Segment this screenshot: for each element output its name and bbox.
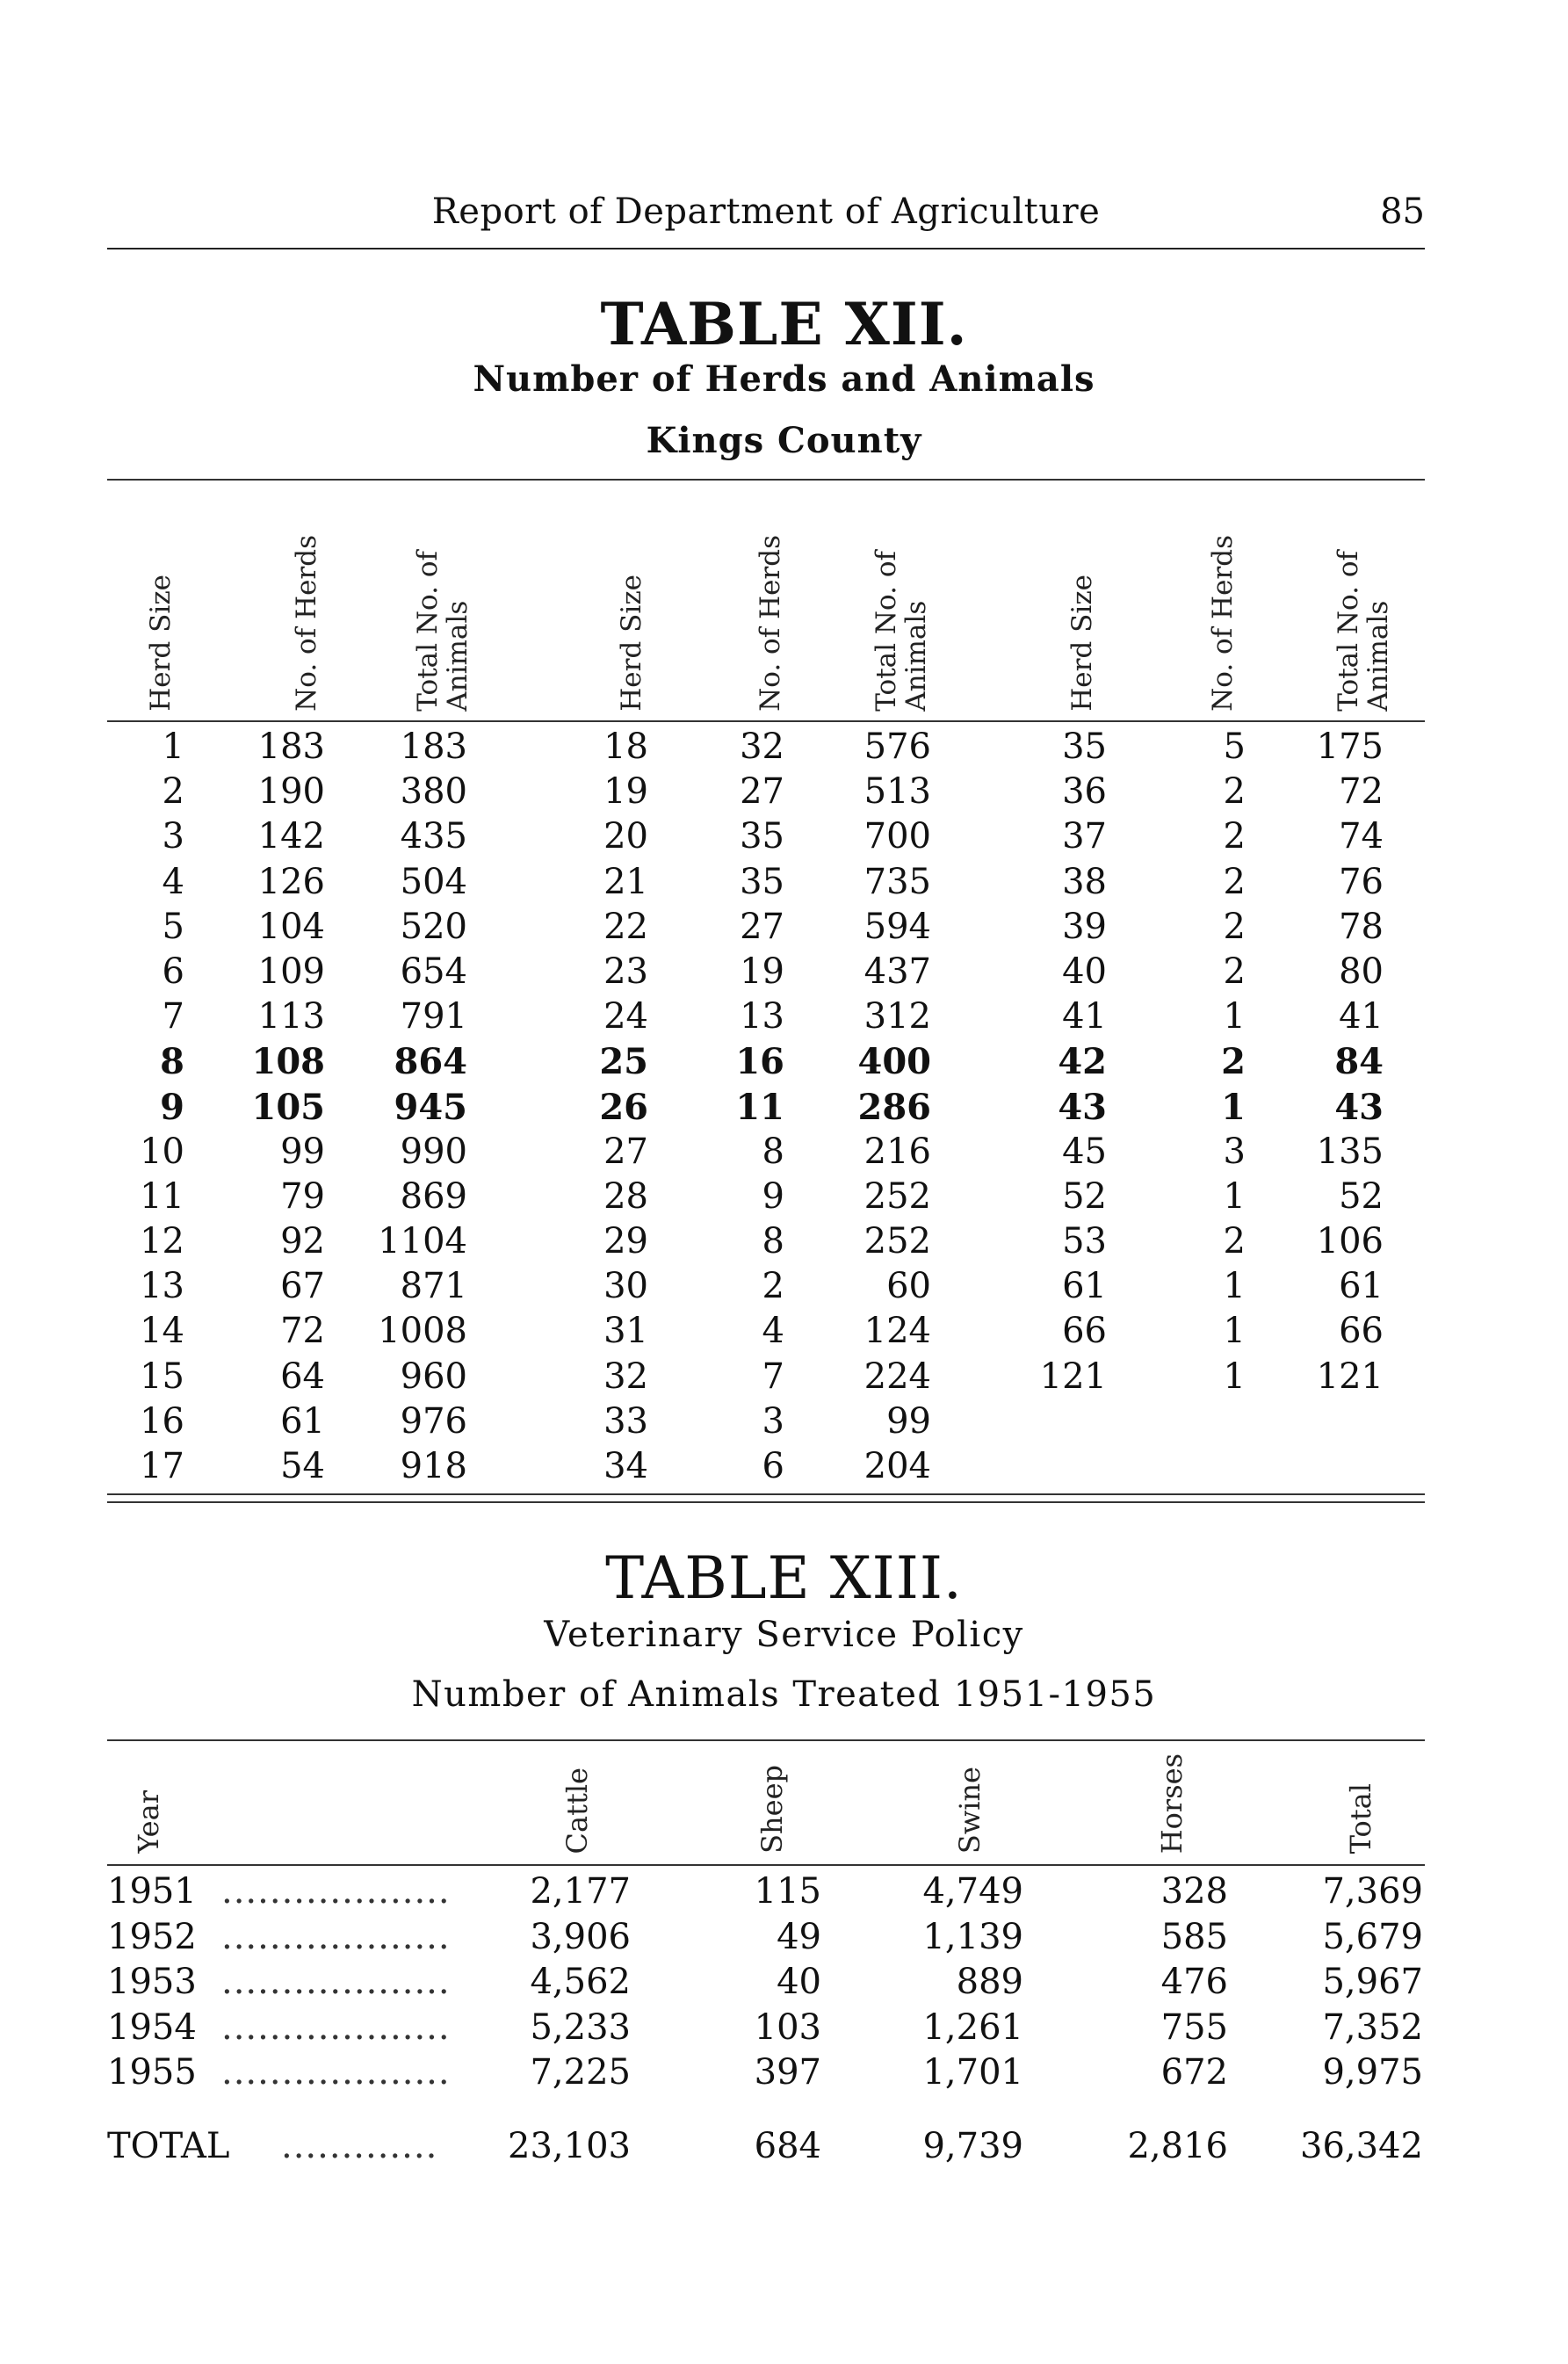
table-cell: 22 bbox=[603, 906, 648, 947]
table-cell: 2 bbox=[1223, 816, 1246, 857]
table-cell: 13 bbox=[740, 996, 784, 1037]
table12-header-label: No. of Herds bbox=[291, 535, 322, 712]
table12-title: TABLE XII. bbox=[600, 290, 968, 358]
table-cell: 976 bbox=[400, 1400, 467, 1442]
table-cell: 175 bbox=[1316, 727, 1384, 767]
table-cell: 121 bbox=[1039, 1356, 1107, 1397]
table-cell: 26 bbox=[599, 1086, 648, 1128]
table-row bbox=[0, 1355, 1568, 1399]
table-cell: 286 bbox=[857, 1086, 931, 1128]
table-cell: 109 bbox=[257, 951, 325, 992]
table-cell: 2 bbox=[1221, 1041, 1246, 1083]
table-cell: 183 bbox=[400, 727, 467, 767]
table-row bbox=[0, 1175, 1568, 1219]
table-cell: 437 bbox=[863, 951, 931, 992]
table-cell: 328 bbox=[1160, 1871, 1228, 1912]
table13-header-year bbox=[134, 1748, 163, 1854]
table-cell: 35 bbox=[1062, 727, 1107, 767]
table-cell: 39 bbox=[1062, 906, 1107, 947]
table13-header-label: Swine bbox=[953, 1766, 986, 1854]
table-cell: 34 bbox=[603, 1446, 648, 1486]
table13-top-rule bbox=[107, 1739, 1425, 1741]
table-row bbox=[0, 1085, 1568, 1130]
table-cell: 115 bbox=[754, 1871, 821, 1912]
table13-header-sheep bbox=[757, 1748, 787, 1854]
table-cell: 18 bbox=[603, 727, 648, 767]
table-cell: 61 bbox=[1339, 1266, 1384, 1307]
table13-header-label: Total bbox=[1344, 1782, 1377, 1854]
table-row bbox=[0, 770, 1568, 814]
table-cell: 2,816 bbox=[1127, 2126, 1228, 2166]
table-cell: 121 bbox=[1316, 1356, 1384, 1397]
table-cell: 918 bbox=[400, 1446, 467, 1486]
table-cell: 1 bbox=[1223, 1175, 1246, 1217]
table13-header-label: Horses bbox=[1155, 1753, 1189, 1854]
table-cell: 45 bbox=[1062, 1131, 1107, 1172]
table-cell: 52 bbox=[1339, 1175, 1384, 1217]
table13-total-row bbox=[0, 2124, 1568, 2172]
table13-header-rule bbox=[107, 1864, 1425, 1866]
table-cell: 9,739 bbox=[922, 2126, 1023, 2166]
table-cell: 28 bbox=[603, 1175, 648, 1217]
table-row bbox=[0, 1039, 1568, 1084]
table-cell: 72 bbox=[1339, 771, 1384, 813]
table12-header-total-animals-1 bbox=[413, 492, 473, 712]
table13-header-label: Year bbox=[132, 1790, 165, 1854]
table-cell: 25 bbox=[599, 1041, 648, 1083]
table-cell: 37 bbox=[1062, 816, 1107, 857]
table-row bbox=[0, 814, 1568, 859]
table-cell: 871 bbox=[400, 1266, 467, 1307]
table-cell: 106 bbox=[1316, 1221, 1384, 1262]
year-label: 1955 bbox=[107, 2052, 197, 2093]
table-cell: 672 bbox=[1160, 2052, 1228, 2093]
table-cell: 126 bbox=[257, 861, 325, 902]
table-cell: 9 bbox=[762, 1175, 784, 1217]
table-cell: 24 bbox=[603, 996, 648, 1037]
table13-header-label: Sheep bbox=[755, 1765, 789, 1854]
table-cell: 43 bbox=[1058, 1086, 1107, 1128]
table-cell: 3,906 bbox=[530, 1916, 631, 1957]
table-cell: 72 bbox=[280, 1311, 325, 1352]
table-cell: 2 bbox=[1223, 861, 1246, 902]
table-cell: 92 bbox=[280, 1221, 325, 1262]
table12-header-label: No. of Herds bbox=[1207, 535, 1239, 712]
table-cell: 41 bbox=[1339, 996, 1384, 1037]
table-cell: 2 bbox=[1223, 906, 1246, 947]
table-cell: 35 bbox=[740, 816, 784, 857]
table-cell: 6 bbox=[762, 1446, 784, 1486]
table-cell: 204 bbox=[863, 1446, 931, 1486]
table-cell: 27 bbox=[740, 906, 784, 947]
table-cell: 476 bbox=[1160, 1962, 1228, 2002]
table-cell: 7,352 bbox=[1322, 2006, 1423, 2048]
table-cell: 30 bbox=[603, 1266, 648, 1307]
table-cell: 23,103 bbox=[508, 2126, 631, 2166]
leader-dots: ................... bbox=[221, 1962, 451, 2002]
table-cell: 76 bbox=[1339, 861, 1384, 902]
table-cell: 64 bbox=[280, 1356, 325, 1397]
table-cell: 17 bbox=[140, 1446, 184, 1486]
table-cell: 224 bbox=[863, 1356, 931, 1397]
table-cell: 67 bbox=[280, 1266, 325, 1307]
table-cell: 103 bbox=[754, 2006, 821, 2048]
table-cell: 27 bbox=[603, 1131, 648, 1172]
table13-header-label: Cattle bbox=[560, 1767, 594, 1854]
table12-bottom-rule-2 bbox=[107, 1501, 1425, 1503]
table-cell: 31 bbox=[603, 1311, 648, 1352]
table-cell: 66 bbox=[1339, 1311, 1384, 1352]
table-cell: 105 bbox=[251, 1086, 325, 1128]
table12-header-total-animals-3 bbox=[1333, 492, 1393, 712]
header-rule bbox=[107, 248, 1425, 249]
table-cell: 11 bbox=[140, 1175, 184, 1217]
table12-header-label: No. of Herds bbox=[755, 535, 786, 712]
table-cell: 990 bbox=[400, 1131, 467, 1172]
table-cell: 889 bbox=[956, 1962, 1023, 2002]
table-cell: 960 bbox=[400, 1356, 467, 1397]
year-label: 1954 bbox=[107, 2006, 197, 2048]
table-cell: 252 bbox=[863, 1175, 931, 1217]
table-cell: 5,233 bbox=[530, 2006, 631, 2048]
table-row bbox=[0, 1869, 1568, 1915]
table-row bbox=[0, 1309, 1568, 1354]
table-cell: 41 bbox=[1062, 996, 1107, 1037]
table-cell: 42 bbox=[1058, 1041, 1107, 1083]
table-cell: 504 bbox=[400, 861, 467, 902]
table-cell: 735 bbox=[863, 861, 931, 902]
table-cell: 3 bbox=[162, 816, 184, 857]
table-cell: 14 bbox=[140, 1311, 184, 1352]
table-cell: 61 bbox=[1062, 1266, 1107, 1307]
table-cell: 23 bbox=[603, 951, 648, 992]
table-cell: 380 bbox=[400, 771, 467, 813]
year-label: 1951 bbox=[107, 1871, 197, 1912]
table-cell: 791 bbox=[400, 996, 467, 1037]
table-cell: 13 bbox=[140, 1266, 184, 1307]
table-cell: 2 bbox=[1223, 1221, 1246, 1262]
table-cell: 16 bbox=[140, 1400, 184, 1442]
table-cell: 113 bbox=[257, 996, 325, 1037]
table-row bbox=[0, 2006, 1568, 2051]
table-cell: 435 bbox=[400, 816, 467, 857]
table-cell: 36 bbox=[1062, 771, 1107, 813]
table-row bbox=[0, 1219, 1568, 1264]
table12-header-label: Total No. of Animals bbox=[871, 551, 932, 712]
table-row bbox=[0, 905, 1568, 950]
table12-header-label: Total No. of Animals bbox=[412, 551, 473, 712]
table-cell: 700 bbox=[863, 816, 931, 857]
table-row bbox=[0, 1960, 1568, 2006]
table-row bbox=[0, 950, 1568, 994]
table-cell: 15 bbox=[140, 1356, 184, 1397]
table12-header-herd-size-2 bbox=[617, 492, 647, 712]
table-cell: 520 bbox=[400, 906, 467, 947]
year-label: 1953 bbox=[107, 1962, 197, 2002]
table-cell: 5 bbox=[162, 906, 184, 947]
table-cell: 869 bbox=[400, 1175, 467, 1217]
table-cell: 78 bbox=[1339, 906, 1384, 947]
table-cell: 7,369 bbox=[1322, 1871, 1423, 1912]
table-cell: 40 bbox=[1062, 951, 1107, 992]
table-row bbox=[0, 725, 1568, 770]
table-cell: 7 bbox=[162, 996, 184, 1037]
table-cell: 142 bbox=[257, 816, 325, 857]
table-cell: 183 bbox=[257, 727, 325, 767]
table-cell: 40 bbox=[777, 1962, 821, 2002]
table-row bbox=[0, 2050, 1568, 2096]
total-label: TOTAL bbox=[107, 2126, 230, 2166]
table-cell: 1 bbox=[1223, 996, 1246, 1037]
table-cell: 684 bbox=[754, 2126, 821, 2166]
table-cell: 99 bbox=[280, 1131, 325, 1172]
table-cell: 53 bbox=[1062, 1221, 1107, 1262]
table-cell: 400 bbox=[857, 1041, 931, 1083]
table-cell: 52 bbox=[1062, 1175, 1107, 1217]
year-label: 1952 bbox=[107, 1916, 197, 1957]
table-cell: 5 bbox=[1223, 727, 1246, 767]
running-header bbox=[107, 192, 1425, 244]
table-cell: 4,749 bbox=[922, 1871, 1023, 1912]
table-cell: 74 bbox=[1339, 816, 1384, 857]
table-row bbox=[0, 1915, 1568, 1961]
table-row bbox=[0, 1264, 1568, 1309]
table-cell: 755 bbox=[1160, 2006, 1228, 2048]
table13-header-total bbox=[1346, 1748, 1376, 1854]
table-cell: 27 bbox=[740, 771, 784, 813]
table-cell: 576 bbox=[863, 727, 931, 767]
table13-header-swine bbox=[955, 1748, 985, 1854]
table-cell: 32 bbox=[603, 1356, 648, 1397]
table-cell: 5,679 bbox=[1322, 1916, 1423, 1957]
table-cell: 2 bbox=[1223, 951, 1246, 992]
table-cell: 2 bbox=[1223, 771, 1246, 813]
table12-header-rule bbox=[107, 720, 1425, 722]
table-cell: 654 bbox=[400, 951, 467, 992]
table-cell: 16 bbox=[735, 1041, 784, 1083]
table-cell: 1 bbox=[1223, 1266, 1246, 1307]
leader-dots: ................... bbox=[221, 1871, 451, 1912]
table-cell: 8 bbox=[762, 1221, 784, 1262]
table-cell: 1,139 bbox=[922, 1916, 1023, 1957]
table12-header-label: Herd Size bbox=[1066, 575, 1098, 712]
table-cell: 945 bbox=[394, 1086, 467, 1128]
table-cell: 2 bbox=[762, 1266, 784, 1307]
leader-dots: ............. bbox=[281, 2126, 438, 2166]
table-cell: 61 bbox=[280, 1400, 325, 1442]
table-cell: 8 bbox=[160, 1041, 184, 1083]
table-cell: 252 bbox=[863, 1221, 931, 1262]
table-cell: 190 bbox=[257, 771, 325, 813]
table-cell: 1008 bbox=[378, 1311, 467, 1352]
table-cell: 36,342 bbox=[1300, 2126, 1423, 2166]
table-cell: 29 bbox=[603, 1221, 648, 1262]
table-cell: 43 bbox=[1334, 1086, 1384, 1128]
table-cell: 33 bbox=[603, 1400, 648, 1442]
table-cell: 84 bbox=[1334, 1041, 1384, 1083]
table12-header-no-of-herds-2 bbox=[755, 492, 785, 712]
table-cell: 38 bbox=[1062, 861, 1107, 902]
table-cell: 9,975 bbox=[1322, 2052, 1423, 2093]
table-cell: 7 bbox=[762, 1356, 784, 1397]
table12-body bbox=[0, 725, 1568, 1489]
table-cell: 513 bbox=[863, 771, 931, 813]
table-cell: 585 bbox=[1160, 1916, 1228, 1957]
table-cell: 864 bbox=[394, 1041, 467, 1083]
table12-header-no-of-herds-3 bbox=[1208, 492, 1238, 712]
table-cell: 124 bbox=[863, 1311, 931, 1352]
table-row bbox=[0, 994, 1568, 1039]
table-row bbox=[0, 1444, 1568, 1489]
table-cell: 32 bbox=[740, 727, 784, 767]
table-cell: 1104 bbox=[378, 1221, 467, 1262]
table-cell: 216 bbox=[863, 1131, 931, 1172]
table-cell: 19 bbox=[603, 771, 648, 813]
table13-header-cattle bbox=[562, 1748, 592, 1854]
table-cell: 60 bbox=[886, 1266, 931, 1307]
table13-header-horses bbox=[1157, 1748, 1187, 1854]
table-cell: 21 bbox=[603, 861, 648, 902]
table-cell: 19 bbox=[740, 951, 784, 992]
table-cell: 2 bbox=[162, 771, 184, 813]
table13-period: Number of Animals Treated 1951-1955 bbox=[411, 1674, 1157, 1715]
table12-header-label: Herd Size bbox=[145, 575, 177, 712]
table-cell: 4 bbox=[162, 861, 184, 902]
table-cell: 104 bbox=[257, 906, 325, 947]
table-cell: 2,177 bbox=[530, 1871, 631, 1912]
table13-body bbox=[0, 1869, 1568, 2096]
table12-header-herd-size-3 bbox=[1067, 492, 1097, 712]
table-cell: 99 bbox=[886, 1400, 931, 1442]
table-row bbox=[0, 860, 1568, 905]
leader-dots: ................... bbox=[221, 1916, 451, 1957]
table-row bbox=[0, 1399, 1568, 1444]
table-cell: 54 bbox=[280, 1446, 325, 1486]
table-cell: 1 bbox=[1223, 1311, 1246, 1352]
table-cell: 1 bbox=[1223, 1356, 1246, 1397]
table-cell: 1,701 bbox=[922, 2052, 1023, 2093]
report-title: Report of Department of Agriculture bbox=[431, 192, 1101, 232]
table-cell: 4,562 bbox=[530, 1962, 631, 2002]
table-cell: 80 bbox=[1339, 951, 1384, 992]
table-cell: 3 bbox=[1223, 1131, 1246, 1172]
table12-top-rule bbox=[107, 479, 1425, 481]
table-cell: 1,261 bbox=[922, 2006, 1023, 2048]
table-cell: 20 bbox=[603, 816, 648, 857]
table-cell: 4 bbox=[762, 1311, 784, 1352]
table-cell: 79 bbox=[280, 1175, 325, 1217]
table-cell: 7,225 bbox=[530, 2052, 631, 2093]
page-number: 85 bbox=[1380, 192, 1425, 232]
table12-header-label: Herd Size bbox=[616, 575, 647, 712]
table-cell: 1 bbox=[1221, 1086, 1246, 1128]
table-row bbox=[0, 1130, 1568, 1175]
table-cell: 1 bbox=[162, 727, 184, 767]
table12-county: Kings County bbox=[646, 420, 922, 461]
table-cell: 12 bbox=[140, 1221, 184, 1262]
table12-header-label: Total No. of Animals bbox=[1333, 551, 1394, 712]
table-cell: 49 bbox=[777, 1916, 821, 1957]
table-cell: 397 bbox=[754, 2052, 821, 2093]
table-cell: 6 bbox=[162, 951, 184, 992]
table-cell: 9 bbox=[160, 1086, 184, 1128]
table-cell: 8 bbox=[762, 1131, 784, 1172]
table-cell: 10 bbox=[140, 1131, 184, 1172]
leader-dots: ................... bbox=[221, 2006, 451, 2048]
table12-header-no-of-herds-1 bbox=[292, 492, 322, 712]
table-cell: 108 bbox=[251, 1041, 325, 1083]
table13-subtitle: Veterinary Service Policy bbox=[544, 1615, 1024, 1655]
table-cell: 5,967 bbox=[1322, 1962, 1423, 2002]
table-cell: 35 bbox=[740, 861, 784, 902]
table-cell: 312 bbox=[863, 996, 931, 1037]
table12-bottom-rule-1 bbox=[107, 1493, 1425, 1495]
table12-subtitle: Number of Herds and Animals bbox=[473, 358, 1095, 400]
table-cell: 135 bbox=[1316, 1131, 1384, 1172]
table13-title: TABLE XIII. bbox=[605, 1544, 963, 1612]
table12-header-total-animals-2 bbox=[871, 492, 931, 712]
table-cell: 66 bbox=[1062, 1311, 1107, 1352]
table-cell: 11 bbox=[735, 1086, 784, 1128]
leader-dots: ................... bbox=[221, 2052, 451, 2093]
table-cell: 3 bbox=[762, 1400, 784, 1442]
table12-header-herd-size-1 bbox=[146, 492, 176, 712]
table-cell: 594 bbox=[863, 906, 931, 947]
